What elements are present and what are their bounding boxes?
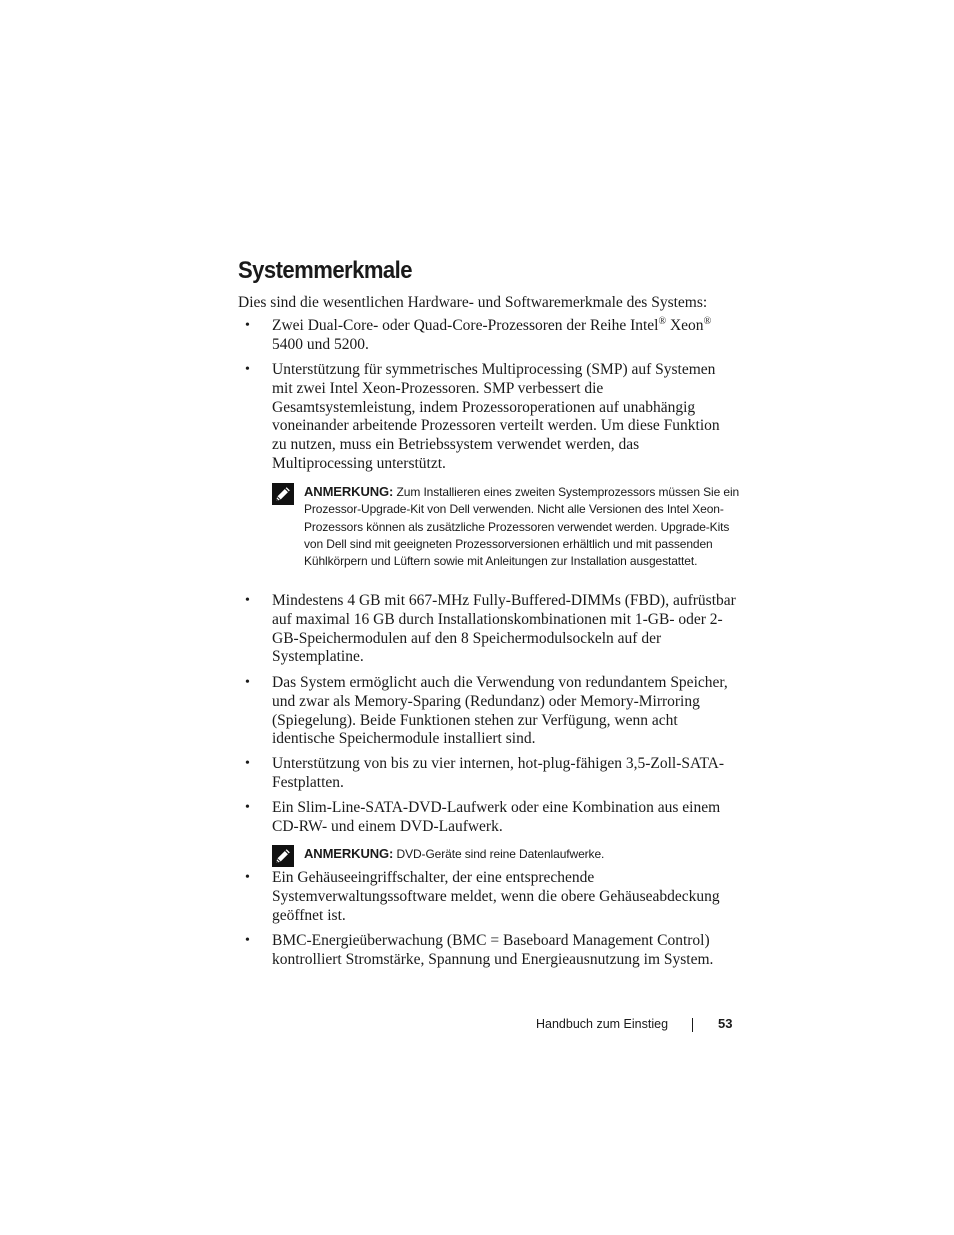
bullet-dot: • [245, 800, 250, 815]
note-pencil-icon [272, 845, 294, 867]
bullet-dot: • [245, 593, 250, 608]
note-label: ANMERKUNG: [304, 846, 394, 861]
bullet-dot: • [245, 362, 250, 377]
page-title: Systemmerkmale [238, 257, 412, 284]
bullet-dot: • [245, 933, 250, 948]
note-label: ANMERKUNG: [304, 484, 394, 499]
bullet-dot: • [245, 675, 250, 690]
list-item-text: Ein Gehäuseeingriffschalter, der eine entsprechende Systemverwaltungssoftware meldet, wenn die obere Gehäuseabdeckung geöffnet ist. [272, 869, 720, 924]
bullet-dot: • [245, 756, 250, 771]
list-item-text: Zwei Dual-Core- oder Quad-Core-Prozessoren der Reihe Intel® Xeon® 5400 und 5200. [272, 316, 712, 353]
note-body: Zum Installieren eines zweiten Systemprozessors müssen Sie ein Prozessor-Upgrade-Kit von Dell verwenden. Nicht alle Versionen des Intel Xeon-Prozessors können als zusätzliche Prozessoren verwendet werden. Upgrade-Kits von Dell sind mit geeigneten Prozessorversionen erhältlich und mit passenden Kühlkörpern und Lüftern sowie mit Anleitungen zur Installation ausgestattet. [304, 485, 740, 569]
note-body: DVD-Geräte sind reine Datenlaufwerke. [396, 847, 605, 861]
intro-paragraph: Dies sind die wesentlichen Hardware- und Softwaremerkmale des Systems: [238, 294, 708, 311]
bullet-dot: • [245, 318, 250, 333]
note-pencil-icon [272, 483, 294, 505]
note-text [304, 845, 742, 863]
footer-title: Handbuch zum Einstieg [536, 1017, 669, 1031]
note-text [304, 483, 742, 570]
list-item-text: Ein Slim-Line-SATA-DVD-Laufwerk oder eine Kombination aus einem CD-RW- und einem DVD-Laufwerk. [272, 799, 721, 835]
footer-divider [692, 1018, 693, 1032]
list-item-text: Das System ermöglicht auch die Verwendung von redundantem Speicher, und zwar als Memory-Sparing (Redundanz) oder Memory-Mirroring (Spiegelung). Beide Funktionen stehen zur Verfügung, wenn acht identische Speichermodule installiert sind. [272, 674, 728, 748]
list-item-text: Unterstützung für symmetrisches Multiprocessing (SMP) auf Systemen mit zwei Intel Xeon-Prozessoren. SMP verbessert die Gesamtsystemleistung, indem Prozessoroperationen auf unabhängig voneinander arbeitende Prozessoren verteilt werden. Um diese Funktion zu nutzen, muss ein Betriebssystem verwendet werden, das Multiprocessing unterstützt. [272, 361, 720, 472]
list-item-text: Mindestens 4 GB mit 667-MHz Fully-Buffered-DIMMs (FBD), aufrüstbar auf maximal 16 GB durch Installationskombinationen mit 1-GB- oder 2-GB-Speichermodulen auf den 8 Speichermodulsockeln auf der Systemplatine. [272, 592, 736, 666]
page-number: 53 [718, 1016, 733, 1031]
list-item-text: BMC-Energieüberwachung (BMC = Baseboard Management Control) kontrolliert Stromstärke, Spannung und Energieausnutzung im System. [272, 932, 714, 968]
list-item-text: Unterstützung von bis zu vier internen, hot-plug-fähigen 3,5-Zoll-SATA-Festplatten. [272, 755, 725, 791]
bullet-dot: • [245, 870, 250, 885]
